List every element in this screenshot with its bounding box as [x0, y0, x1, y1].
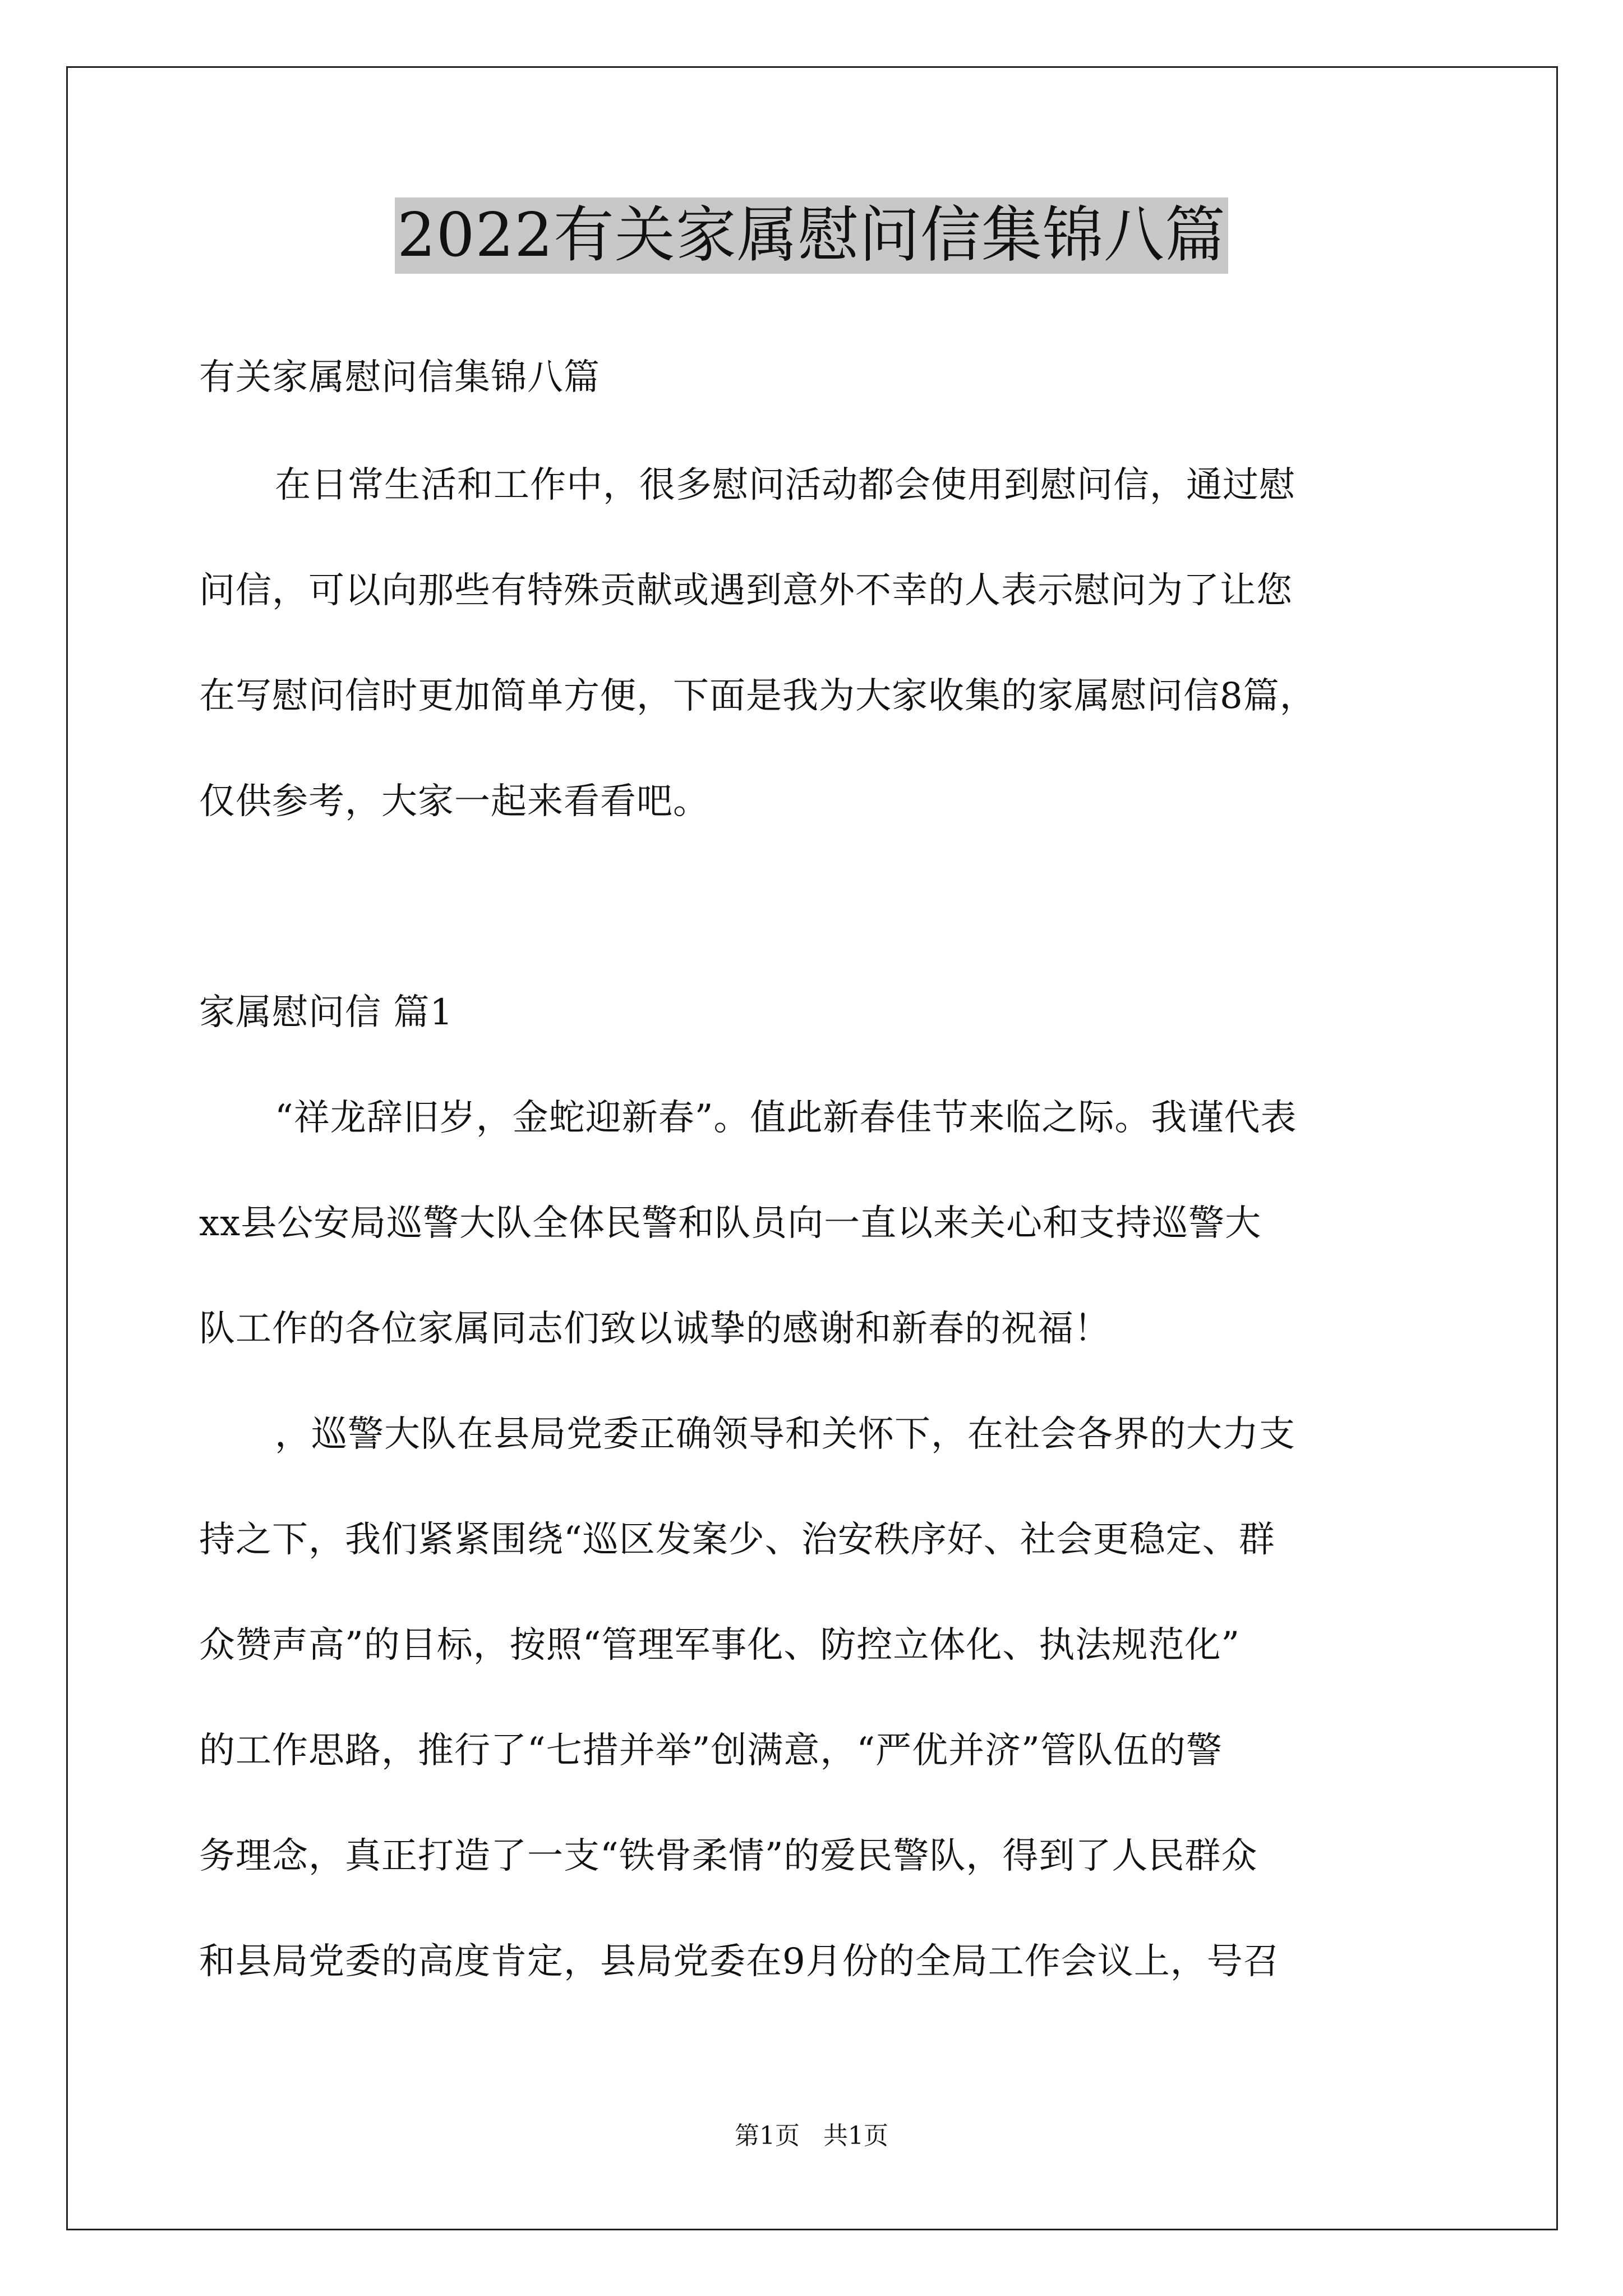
- paragraph-line: 务理念，真正打造了一支“铁骨柔情”的爱民警队，得到了人民群众: [199, 1835, 1258, 1877]
- paragraph-line: ，巡警大队在县局党委正确领导和关怀下，在社会各界的大力支: [275, 1414, 1295, 1455]
- page-footer: 第1页 共1页: [735, 2122, 888, 2150]
- title-container: [0, 197, 1623, 274]
- paragraph-line: “祥龙辞旧岁，金蛇迎新春”。值此新春佳节来临之际。我谨代表: [275, 1097, 1297, 1139]
- intro-line: 在写慰问信时更加简单方便，下面是我为大家收集的家属慰问信8篇，: [199, 675, 1316, 717]
- paragraph-line: 持之下，我们紧紧围绕“巡区发案少、治安秩序好、社会更稳定、群: [199, 1519, 1275, 1561]
- document-title: 2022有关家属慰问信集锦八篇: [395, 197, 1228, 274]
- intro-line: 在日常生活和工作中，很多慰问活动都会使用到慰问信，通过慰: [275, 464, 1295, 506]
- paragraph-line: xx县公安局巡警大队全体民警和队员向一直以来关心和支持巡警大: [199, 1203, 1262, 1244]
- intro-line: 问信，可以向那些有特殊贡献或遇到意外不幸的人表示慰问为了让您: [199, 570, 1293, 611]
- paragraph-line: 众赞声高”的目标，按照“管理军事化、防控立体化、执法规范化”: [199, 1625, 1241, 1666]
- intro-line: 仅供参考，大家一起来看看吧。: [199, 781, 709, 822]
- paragraph-line: 队工作的各位家属同志们致以诚挚的感谢和新春的祝福！: [199, 1308, 1110, 1350]
- document-subtitle: 有关家属慰问信集锦八篇: [199, 357, 600, 398]
- paragraph-line: 和县局党委的高度肯定，县局党委在9月份的全局工作会议上，号召: [199, 1941, 1280, 1982]
- section-heading: 家属慰问信 篇1: [199, 992, 454, 1033]
- paragraph-line: 的工作思路，推行了“七措并举”创满意，“严优并济”管队伍的警: [199, 1730, 1223, 1772]
